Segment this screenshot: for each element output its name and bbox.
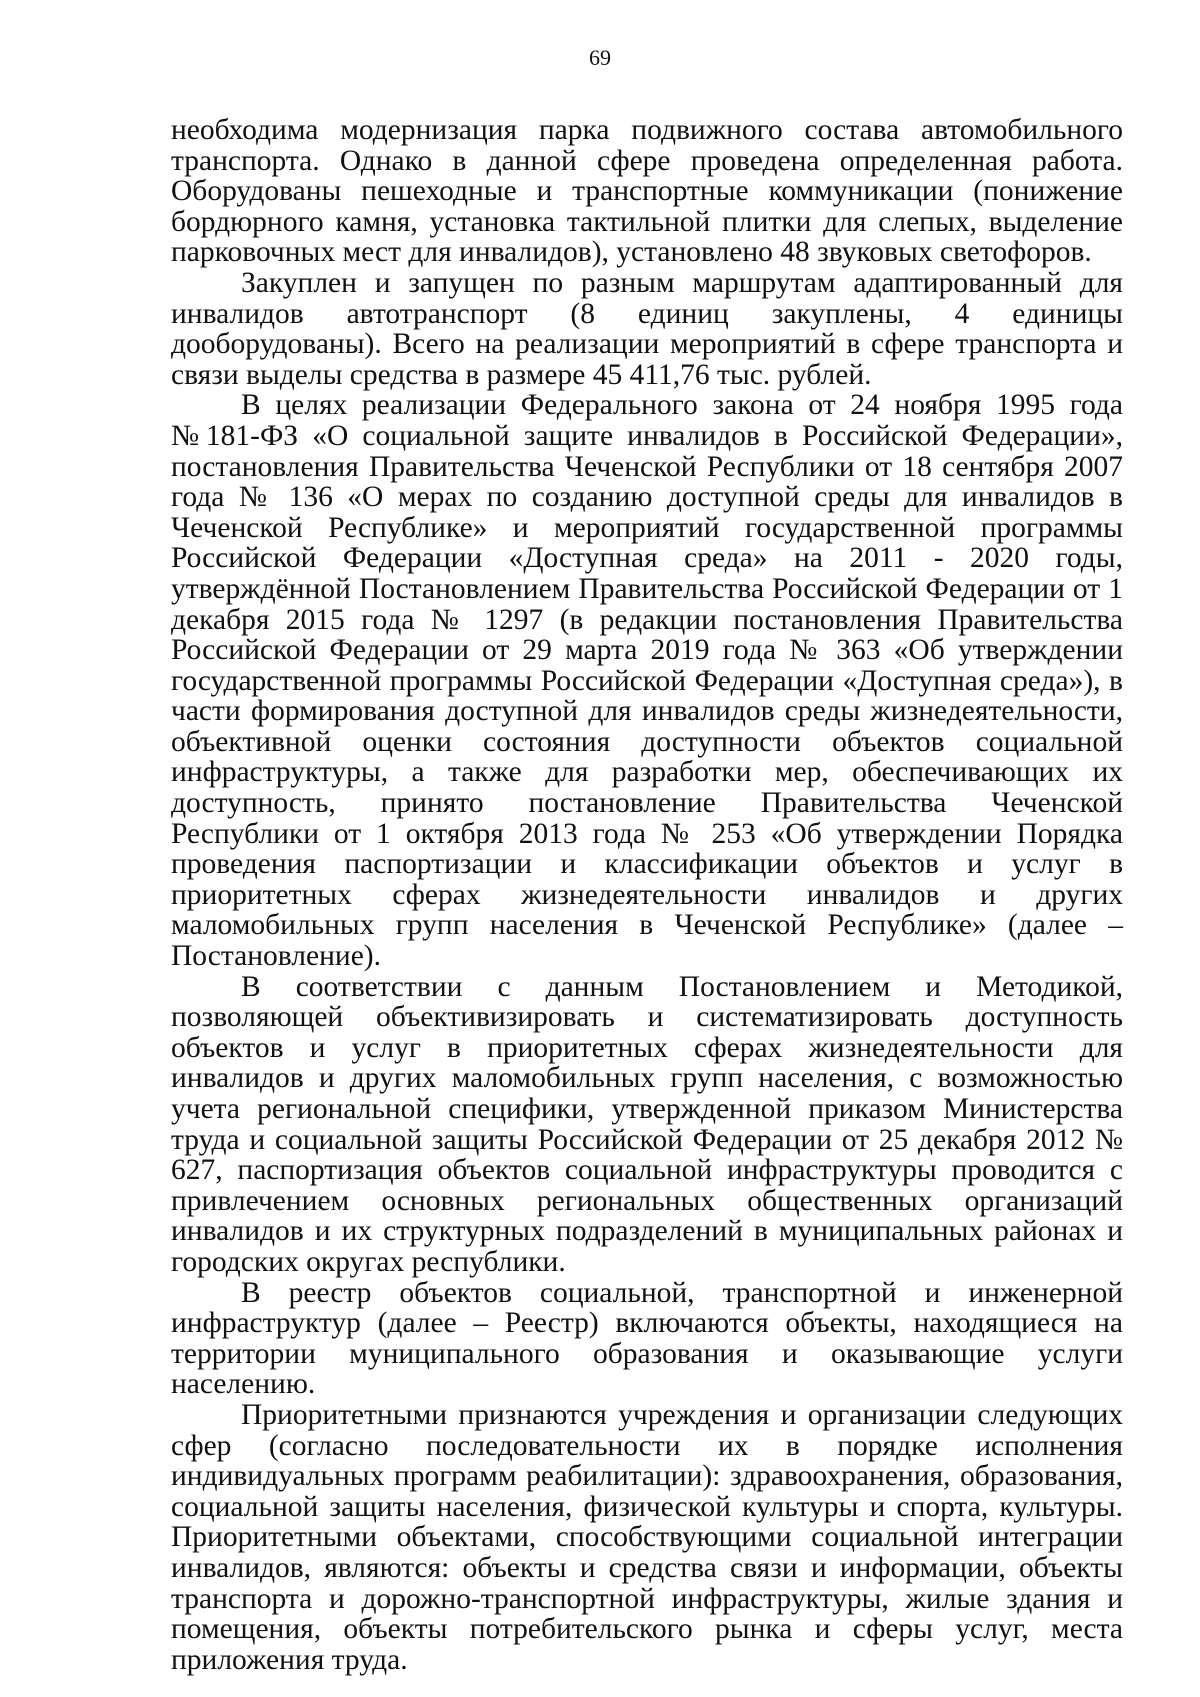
paragraph-methodology: В соответствии с данным Постановлением и Методикой, позволяющей объективизировать и систематизировать доступность объектов и услуг в приоритетных сферах жизнедеятельности для инвалидов и других маломобильных групп населения, с возможностью учета региональной специфики, утвержденной приказом Министерства труда и социальной защиты Российской Федерации от 25 декабря 2012 № 627, паспортизация объектов социальной инфраструктуры проводится с привлечением основных региональных общественных организаций инвалидов и их структурных подразделений в муниципальных районах и городских округах республики.	[171, 970, 1123, 1278]
paragraph-priorities: Приоритетными признаются учреждения и организации следующих сфер (согласно последовательности их в порядке исполнения индивидуальных программ реабилитации): здравоохранения, образования, социальной защиты населения, физической культуры и спорта, культуры. Приоритетными объектами, способствующими социальной интеграции инвалидов, являются: объекты и средства связи и информации, объекты транспорта и дорожно-транспортной инфраструктуры, жилые здания и помещения, объекты потребительского рынка и сферы услуг, места приложения труда.	[171, 1398, 1123, 1676]
paragraph-federal-law: В целях реализации Федерального закона от 24 ноября 1995 года №181-ФЗ «О социальной защите инвалидов в Российской Федерации», постановления Правительства Чеченской Республики от 18 сентября 2007 года № 136 «О мерах по созданию доступной среды для инвалидов в Чеченской Республике» и мероприятий государственной программы Российской Федерации «Доступная среда» на 2011 - 2020 годы, утверждённой Постановлением Правительства Российской Федерации от 1 декабря 2015 года № 1297 (в редакции постановления Правительства Российской Федерации от 29 марта 2019 года № 363 «Об утверждении государственной программы Российской Федерации «Доступная среда»), в части формирования доступной для инвалидов среды жизнедеятельности, объективной оценки состояния доступности объектов социальной инфраструктуры, а также для разработки мер, обеспечивающих их доступность, принято постановление Правительства Чеченской Республики от 1 октября 2013 года № 253 «Об утверждении Порядка проведения паспортизации и классификации объектов и услуг в приоритетных сферах жизнедеятельности инвалидов и других маломобильных групп населения в Чеченской Республике» (далее – Постановление).	[171, 389, 1123, 973]
paragraph-continuation: необходима модернизация парка подвижного состава автомобильного транспорта. Однако в данной сфере проведена определенная работа. Оборудованы пешеходные и транспортные коммуникации (понижение бордюрного камня, установка тактильной плитки для слепых, выделение парковочных мест для инвалидов), установлено 48 звуковых светофоров.	[171, 114, 1123, 269]
paragraph-registry: В реестр объектов социальной, транспортной и инженерной инфраструктур (далее – Реестр) включаются объекты, находящиеся на территории муниципального образования и оказывающие услуги населению.	[171, 1276, 1123, 1401]
document-body	[171, 115, 1123, 1675]
paragraph-transport: Закуплен и запущен по разным маршрутам адаптированный для инвалидов автотранспорт (8 единиц закуплены, 4 единицы дооборудованы). Всего на реализации мероприятий в сфере транспорта и связи выделы средства в размере 45 411,76 тыс. рублей.	[171, 266, 1123, 391]
page-number: 69	[589, 45, 611, 70]
